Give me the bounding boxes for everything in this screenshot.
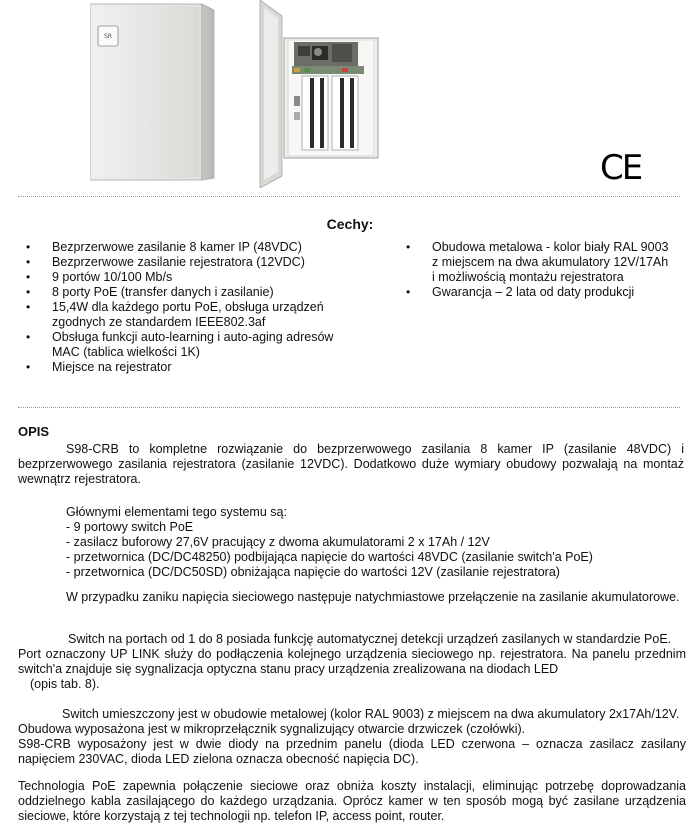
section-divider [18,407,680,408]
elements-list [66,520,666,580]
description-paragraph-4-line-1: Switch umieszczony jest w obudowie metalowej (kolor RAL 9003) z miejscem na dwa akumulatory 2x17Ah/12V. [62,707,680,721]
feature-item: • 9 portów 10/100 Mb/s [52,270,362,285]
elements-list-item: - zasilacz buforowy 27,6V pracujący z dwoma akumulatorami 2 x 17Ah / 12V [66,535,490,549]
feature-item: • 8 porty PoE (transfer danych i zasilanie) [52,285,362,300]
description-paragraph-2: W przypadku zaniku napięcia sieciowego następuje natychmiastowe przełączenie na zasilanie akumulatorowe. [66,590,680,604]
description-paragraph-4: S98-CRB wyposażony jest w dwie diody na przednim panelu (dioda LED czerwona – oznacza zasilacz zasilany napięciem 230VAC, dioda LED zielona oznacza obecność napięcia DC). [18,737,686,766]
feature-item: • Bezprzerwowe zasilanie rejestratora (12VDC) [52,255,362,270]
ce-mark: CE [600,148,642,188]
feature-item: • Gwarancja – 2 lata od daty produkcji [432,285,672,300]
top-divider [18,196,680,197]
feature-item: • Obudowa metalowa - kolor biały RAL 9003 z miejscem na dwa akumulatory 12V/17Ah i możliwością montażu rejestratora [432,240,672,285]
description-paragraph-3-line-1: Switch na portach od 1 do 8 posiada funkcję automatycznej detekcji urządzeń zasilanych w standardzie PoE. [68,632,672,646]
description-paragraph-4-line-2: Obudowa wyposażona jest w mikroprzełącznik sygnalizujący otwarcie drzwiczek (czołówki). [18,722,526,736]
open-enclosure-photo [258,0,380,188]
features-title: Cechy: [326,216,374,232]
feature-item: • Obsługa funkcji auto-learning i auto-aging adresów MAC (tablica wielkości 1K) [52,330,362,360]
description-paragraph-3-ref: (opis tab. 8). [30,677,100,691]
description-title: OPIS [18,424,50,439]
elements-intro: Głównymi elementami tego systemu są: [66,505,287,519]
features-left-list [52,240,362,375]
feature-item: • 15,4W dla każdego portu PoE, obsługa urządzeń zgodnych ze standardem IEEE802.3af [52,300,362,330]
description-paragraph-1: S98-CRB to kompletne rozwiązanie do bezprzerwowego zasilania 8 kamer IP (zasilanie 48VDC) i bezprzerwowego zasilania rejestratora (zasilanie 12VDC). Dodatkowo duże wymiary obudowy pozwalają na montaż wewnątrz rejestratora. [18,442,684,486]
feature-item: • Miejsce na rejestrator [52,360,362,375]
feature-item: • Bezprzerwowe zasilanie 8 kamer IP (48VDC) [52,240,362,255]
svg-text:SR: SR [104,33,112,40]
features-right-list [432,240,672,300]
description-paragraph-3: Port oznaczony UP LINK służy do podłączenia kolejnego urządzenia sieciowego np. rejestratora. Na panelu przednim switch'a znajduje się sygnalizacja optyczna stanu pracy urządzenia zrealizowana na diodach LED [18,647,686,676]
closed-enclosure-photo [90,0,220,185]
elements-list-item: - przetwornica (DC/DC48250) podbijająca napięcie do wartości 48VDC (zasilanie switch'a PoE) [66,550,593,564]
elements-list-item: - 9 portowy switch PoE [66,520,194,534]
description-paragraph-5: Technologia PoE zapewnia połączenie sieciowe oraz obniża koszty instalacji, eliminując potrzebę doprowadzania oddzielnego kabla zasilającego do każdego urządzania. Oprócz kamer w ten sposób mogą być zasilane urządzenia sieciowe, które korzystają z tej technologii np. telefon IP, access point, router. [18,779,686,823]
elements-list-item: - przetwornica (DC/DC50SD) obniżająca napięcie do wartości 12V (zasilanie rejestratora) [66,565,560,579]
